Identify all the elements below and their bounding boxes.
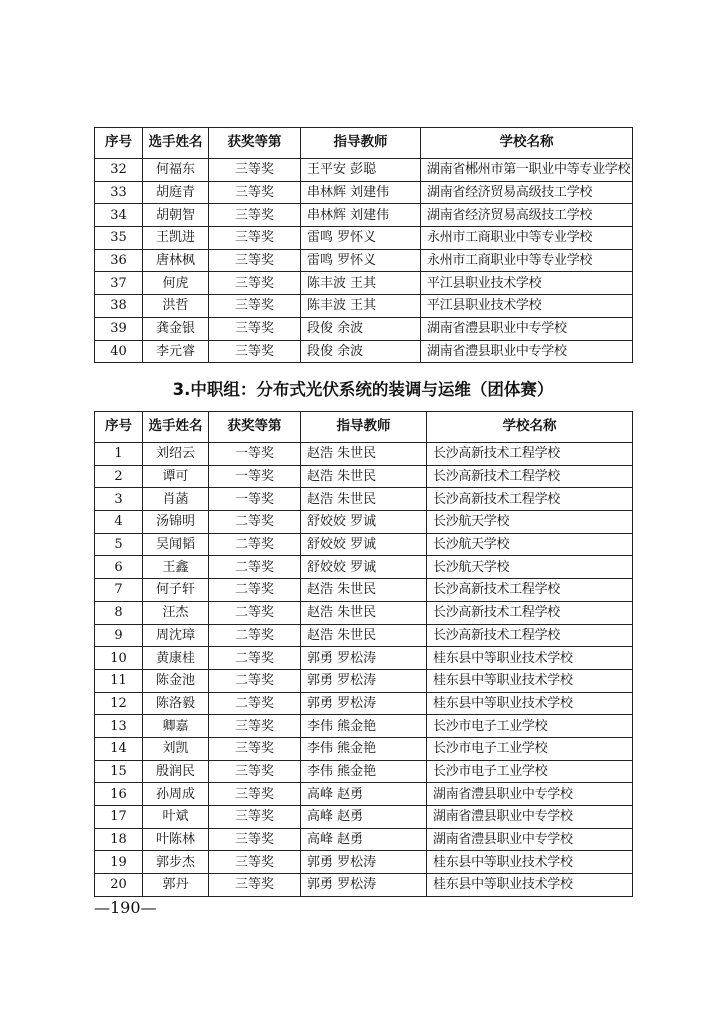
award-table-2 (94, 411, 633, 897)
cell-index: 37 (95, 272, 143, 295)
table-row (95, 488, 633, 511)
cell-award: 三等奖 (209, 715, 301, 738)
cell-contestant: 郭丹 (143, 874, 209, 897)
cell-award: 三等奖 (209, 249, 301, 272)
cell-teachers: 舒姣姣 罗诚 (301, 533, 427, 556)
cell-index: 35 (95, 227, 143, 250)
cell-award: 二等奖 (209, 579, 301, 602)
cell-index: 6 (95, 556, 143, 579)
table-row (95, 806, 633, 829)
cell-teachers: 陈丰波 王其 (301, 295, 421, 318)
cell-contestant: 唐林枫 (143, 249, 209, 272)
cell-award: 三等奖 (209, 227, 301, 250)
table-row (95, 556, 633, 579)
cell-school: 长沙高新技术工程学校 (427, 465, 633, 488)
table-row (95, 647, 633, 670)
cell-school: 长沙高新技术工程学校 (427, 488, 633, 511)
cell-school: 湖南省澧县职业中专学校 (427, 783, 633, 806)
cell-school: 湖南省经济贸易高级技工学校 (421, 181, 633, 204)
cell-teachers: 雷鸣 罗怀义 (301, 249, 421, 272)
cell-award: 一等奖 (209, 465, 301, 488)
cell-teachers: 串林辉 刘建伟 (301, 204, 421, 227)
cell-index: 8 (95, 601, 143, 624)
table-row (95, 874, 633, 897)
cell-award: 一等奖 (209, 488, 301, 511)
cell-teachers: 郭勇 罗松涛 (301, 647, 427, 670)
cell-award: 二等奖 (209, 556, 301, 579)
cell-school: 长沙高新技术工程学校 (427, 579, 633, 602)
table-row (95, 465, 633, 488)
cell-contestant: 陈金池 (143, 669, 209, 692)
table-row (95, 443, 633, 466)
table-row (95, 624, 633, 647)
cell-award: 三等奖 (209, 874, 301, 897)
cell-teachers: 郭勇 罗松涛 (301, 692, 427, 715)
cell-teachers: 李伟 熊金艳 (301, 760, 427, 783)
cell-index: 5 (95, 533, 143, 556)
cell-school: 长沙航天学校 (427, 511, 633, 534)
table-row (95, 533, 633, 556)
cell-school: 长沙市电子工业学校 (427, 760, 633, 783)
cell-contestant: 王鑫 (143, 556, 209, 579)
cell-teachers: 高峰 赵勇 (301, 828, 427, 851)
cell-contestant: 肖菡 (143, 488, 209, 511)
table-row (95, 737, 633, 760)
cell-award: 三等奖 (209, 737, 301, 760)
cell-contestant: 胡朝智 (143, 204, 209, 227)
cell-award: 三等奖 (209, 851, 301, 874)
cell-award: 二等奖 (209, 601, 301, 624)
cell-school: 湖南省经济贸易高级技工学校 (421, 204, 633, 227)
cell-index: 36 (95, 249, 143, 272)
award-table-2-body (95, 443, 633, 897)
cell-contestant: 龚金银 (143, 317, 209, 340)
cell-contestant: 卿嘉 (143, 715, 209, 738)
table-row (95, 272, 633, 295)
cell-school: 桂东县中等职业技术学校 (427, 851, 633, 874)
cell-teachers: 赵浩 朱世民 (301, 579, 427, 602)
col-header-index: 序号 (95, 128, 143, 159)
table-row (95, 715, 633, 738)
page-number: —190— (94, 898, 157, 917)
cell-teachers: 段俊 余波 (301, 317, 421, 340)
cell-contestant: 李元睿 (143, 340, 209, 363)
cell-award: 二等奖 (209, 692, 301, 715)
cell-teachers: 雷鸣 罗怀义 (301, 227, 421, 250)
table-row (95, 204, 633, 227)
cell-teachers: 赵浩 朱世民 (301, 465, 427, 488)
cell-contestant: 洪哲 (143, 295, 209, 318)
cell-teachers: 段俊 余波 (301, 340, 421, 363)
cell-contestant: 陈洛毅 (143, 692, 209, 715)
cell-award: 三等奖 (209, 159, 301, 182)
table-row (95, 579, 633, 602)
cell-index: 39 (95, 317, 143, 340)
cell-school: 长沙高新技术工程学校 (427, 601, 633, 624)
cell-index: 10 (95, 647, 143, 670)
cell-school: 长沙高新技术工程学校 (427, 443, 633, 466)
cell-award: 一等奖 (209, 443, 301, 466)
cell-school: 长沙市电子工业学校 (427, 715, 633, 738)
cell-contestant: 王凯进 (143, 227, 209, 250)
cell-index: 7 (95, 579, 143, 602)
cell-index: 17 (95, 806, 143, 829)
cell-award: 三等奖 (209, 317, 301, 340)
cell-school: 永州市工商职业中等专业学校 (421, 249, 633, 272)
cell-award: 三等奖 (209, 295, 301, 318)
cell-school: 湖南省澧县职业中专学校 (421, 317, 633, 340)
cell-contestant: 叶陈林 (143, 828, 209, 851)
cell-contestant: 殷润民 (143, 760, 209, 783)
table-row (95, 783, 633, 806)
cell-index: 32 (95, 159, 143, 182)
col-header-teacher: 指导教师 (301, 128, 421, 159)
cell-school: 湖南省澧县职业中专学校 (427, 806, 633, 829)
table-row (95, 828, 633, 851)
cell-index: 4 (95, 511, 143, 534)
table-header-row (95, 412, 633, 443)
cell-index: 11 (95, 669, 143, 692)
cell-contestant: 郭步杰 (143, 851, 209, 874)
cell-contestant: 谭可 (143, 465, 209, 488)
cell-index: 15 (95, 760, 143, 783)
cell-school: 长沙航天学校 (427, 533, 633, 556)
cell-contestant: 胡庭青 (143, 181, 209, 204)
cell-award: 三等奖 (209, 204, 301, 227)
cell-teachers: 郭勇 罗松涛 (301, 874, 427, 897)
cell-index: 40 (95, 340, 143, 363)
cell-index: 3 (95, 488, 143, 511)
cell-teachers: 高峰 赵勇 (301, 783, 427, 806)
cell-teachers: 郭勇 罗松涛 (301, 669, 427, 692)
cell-school: 长沙市电子工业学校 (427, 737, 633, 760)
cell-award: 二等奖 (209, 511, 301, 534)
award-table-1 (94, 127, 633, 363)
cell-contestant: 叶斌 (143, 806, 209, 829)
cell-contestant: 吴闻韬 (143, 533, 209, 556)
cell-award: 三等奖 (209, 760, 301, 783)
cell-award: 三等奖 (209, 828, 301, 851)
cell-index: 19 (95, 851, 143, 874)
cell-teachers: 串林辉 刘建伟 (301, 181, 421, 204)
cell-contestant: 周沈璋 (143, 624, 209, 647)
cell-index: 1 (95, 443, 143, 466)
cell-contestant: 汪杰 (143, 601, 209, 624)
cell-contestant: 黄康桂 (143, 647, 209, 670)
cell-teachers: 李伟 熊金艳 (301, 737, 427, 760)
cell-index: 14 (95, 737, 143, 760)
table-row (95, 601, 633, 624)
cell-school: 桂东县中等职业技术学校 (427, 669, 633, 692)
cell-award: 二等奖 (209, 533, 301, 556)
cell-award: 三等奖 (209, 783, 301, 806)
cell-contestant: 何福东 (143, 159, 209, 182)
table-header-row (95, 128, 633, 159)
cell-teachers: 李伟 熊金艳 (301, 715, 427, 738)
table-row (95, 340, 633, 363)
col-header-school: 学校名称 (421, 128, 633, 159)
col-header-award: 获奖等第 (209, 412, 301, 443)
cell-teachers: 赵浩 朱世民 (301, 488, 427, 511)
cell-award: 三等奖 (209, 181, 301, 204)
cell-award: 三等奖 (209, 272, 301, 295)
cell-school: 平江县职业技术学校 (421, 295, 633, 318)
table-row (95, 692, 633, 715)
col-header-index: 序号 (95, 412, 143, 443)
table-row (95, 669, 633, 692)
cell-teachers: 陈丰波 王其 (301, 272, 421, 295)
cell-school: 湖南省澧县职业中专学校 (427, 828, 633, 851)
cell-award: 二等奖 (209, 669, 301, 692)
cell-teachers: 舒姣姣 罗诚 (301, 556, 427, 579)
cell-teachers: 赵浩 朱世民 (301, 443, 427, 466)
cell-teachers: 舒姣姣 罗诚 (301, 511, 427, 534)
cell-teachers: 郭勇 罗松涛 (301, 851, 427, 874)
cell-school: 湖南省郴州市第一职业中等专业学校 (421, 159, 633, 182)
cell-teachers: 王平安 彭聪 (301, 159, 421, 182)
cell-index: 34 (95, 204, 143, 227)
cell-index: 13 (95, 715, 143, 738)
cell-teachers: 高峰 赵勇 (301, 806, 427, 829)
table-row (95, 159, 633, 182)
table-row (95, 317, 633, 340)
cell-school: 长沙高新技术工程学校 (427, 624, 633, 647)
cell-school: 平江县职业技术学校 (421, 272, 633, 295)
table-row (95, 511, 633, 534)
col-header-name: 选手姓名 (143, 128, 209, 159)
cell-award: 三等奖 (209, 340, 301, 363)
cell-school: 湖南省澧县职业中专学校 (421, 340, 633, 363)
cell-teachers: 赵浩 朱世民 (301, 601, 427, 624)
cell-index: 20 (95, 874, 143, 897)
cell-index: 12 (95, 692, 143, 715)
cell-school: 桂东县中等职业技术学校 (427, 692, 633, 715)
cell-contestant: 孙周成 (143, 783, 209, 806)
col-header-school: 学校名称 (427, 412, 633, 443)
cell-contestant: 刘绍云 (143, 443, 209, 466)
cell-school: 永州市工商职业中等专业学校 (421, 227, 633, 250)
award-table-1-body (95, 159, 633, 363)
cell-index: 38 (95, 295, 143, 318)
section-title: 3.中职组：分布式光伏系统的装调与运维（团体赛） (172, 380, 554, 399)
col-header-teacher: 指导教师 (301, 412, 427, 443)
cell-award: 三等奖 (209, 806, 301, 829)
table-row (95, 851, 633, 874)
cell-index: 18 (95, 828, 143, 851)
col-header-award: 获奖等第 (209, 128, 301, 159)
table-row (95, 227, 633, 250)
table-row (95, 249, 633, 272)
cell-school: 桂东县中等职业技术学校 (427, 647, 633, 670)
cell-award: 二等奖 (209, 647, 301, 670)
cell-contestant: 刘凯 (143, 737, 209, 760)
cell-teachers: 赵浩 朱世民 (301, 624, 427, 647)
table-row (95, 295, 633, 318)
cell-index: 2 (95, 465, 143, 488)
cell-contestant: 何虎 (143, 272, 209, 295)
cell-school: 长沙航天学校 (427, 556, 633, 579)
cell-school: 桂东县中等职业技术学校 (427, 874, 633, 897)
cell-index: 16 (95, 783, 143, 806)
col-header-name: 选手姓名 (143, 412, 209, 443)
table-row (95, 760, 633, 783)
cell-contestant: 何子轩 (143, 579, 209, 602)
cell-contestant: 汤锦明 (143, 511, 209, 534)
cell-award: 二等奖 (209, 624, 301, 647)
table-row (95, 181, 633, 204)
cell-index: 9 (95, 624, 143, 647)
cell-index: 33 (95, 181, 143, 204)
